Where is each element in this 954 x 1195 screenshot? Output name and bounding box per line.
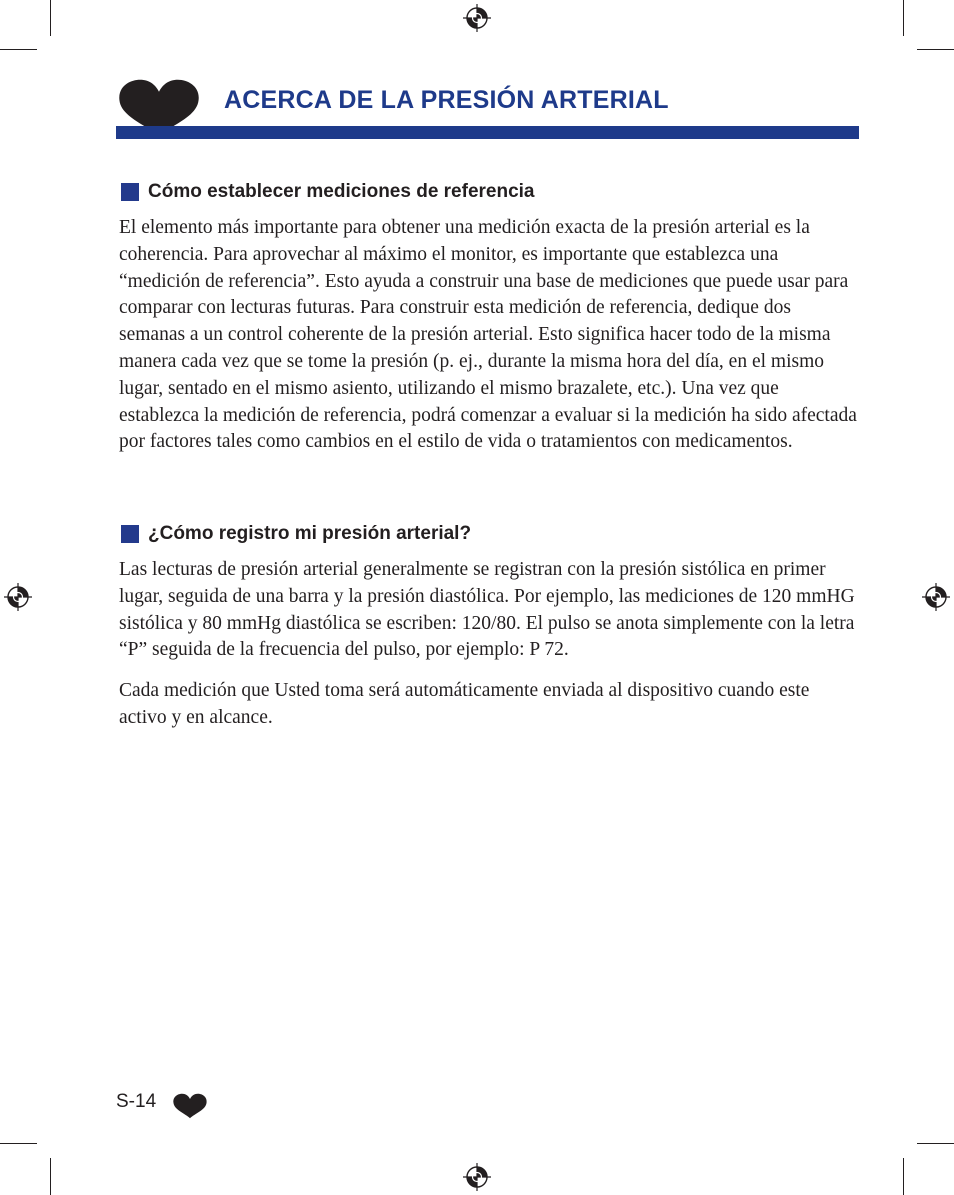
- crop-mark: [50, 0, 51, 36]
- crop-mark: [917, 1143, 954, 1144]
- section-heading: [121, 523, 471, 545]
- page-number: S-14: [116, 1091, 157, 1112]
- square-bullet-icon: [121, 525, 139, 543]
- section-heading: [121, 181, 535, 203]
- crop-mark: [903, 1158, 904, 1195]
- page-title: ACERCA DE LA PRESIÓN ARTERIAL: [224, 86, 669, 114]
- crop-mark: [50, 1158, 51, 1195]
- crop-mark: [0, 1143, 37, 1144]
- crop-mark: [917, 49, 954, 50]
- registration-mark-icon: [463, 1163, 491, 1191]
- registration-mark-icon: [4, 583, 32, 611]
- crop-mark: [0, 49, 37, 50]
- body-paragraph: Las lecturas de presión arterial generalmente se registran con la presión sistólica en primer lugar, seguida de una barra y la presión diastólica. Por ejemplo, las mediciones de 120 mmHG sistólica y 80 mmHg diastólica se escriben: 120/80. El pulso se anota simplemente con la letra “P” seguida de la frecuencia del pulso, por ejemplo: P 72.: [119, 559, 855, 661]
- registration-mark-icon: [463, 4, 491, 32]
- section-heading-text: ¿Cómo registro mi presión arterial?: [148, 523, 472, 544]
- heart-icon: [172, 1093, 208, 1119]
- body-paragraph: El elemento más importante para obtener una medición exacta de la presión arterial es la coherencia. Para aprovechar al máximo el monitor, es importante que establezca una “medición de referencia”. Esto ayuda a construir una base de mediciones que puede usar para comparar con lecturas futuras. Para construir esta medición de referencia, dedique dos semanas a un control coherente de la presión arterial. Esto significa hacer todo de la misma manera cada vez que se tome la presión (p. ej., durante la misma hora del día, en el mismo lugar, sentado en el mismo asiento, utilizando el mismo brazalete, etc.). Una vez que establezca la medición de referencia, podrá comenzar a evaluar si la medición ha sido afectada por factores tales como cambios en el estilo de vida o tratamientos con medicamentos.: [119, 217, 857, 453]
- body-paragraph: Cada medición que Usted toma será automáticamente enviada al dispositivo cuando este activo y en alcance.: [119, 680, 810, 728]
- registration-mark-icon: [922, 583, 950, 611]
- section-heading-text: Cómo establecer mediciones de referencia: [148, 181, 535, 202]
- crop-mark: [903, 0, 904, 36]
- square-bullet-icon: [121, 183, 139, 201]
- header-rule: [116, 126, 859, 139]
